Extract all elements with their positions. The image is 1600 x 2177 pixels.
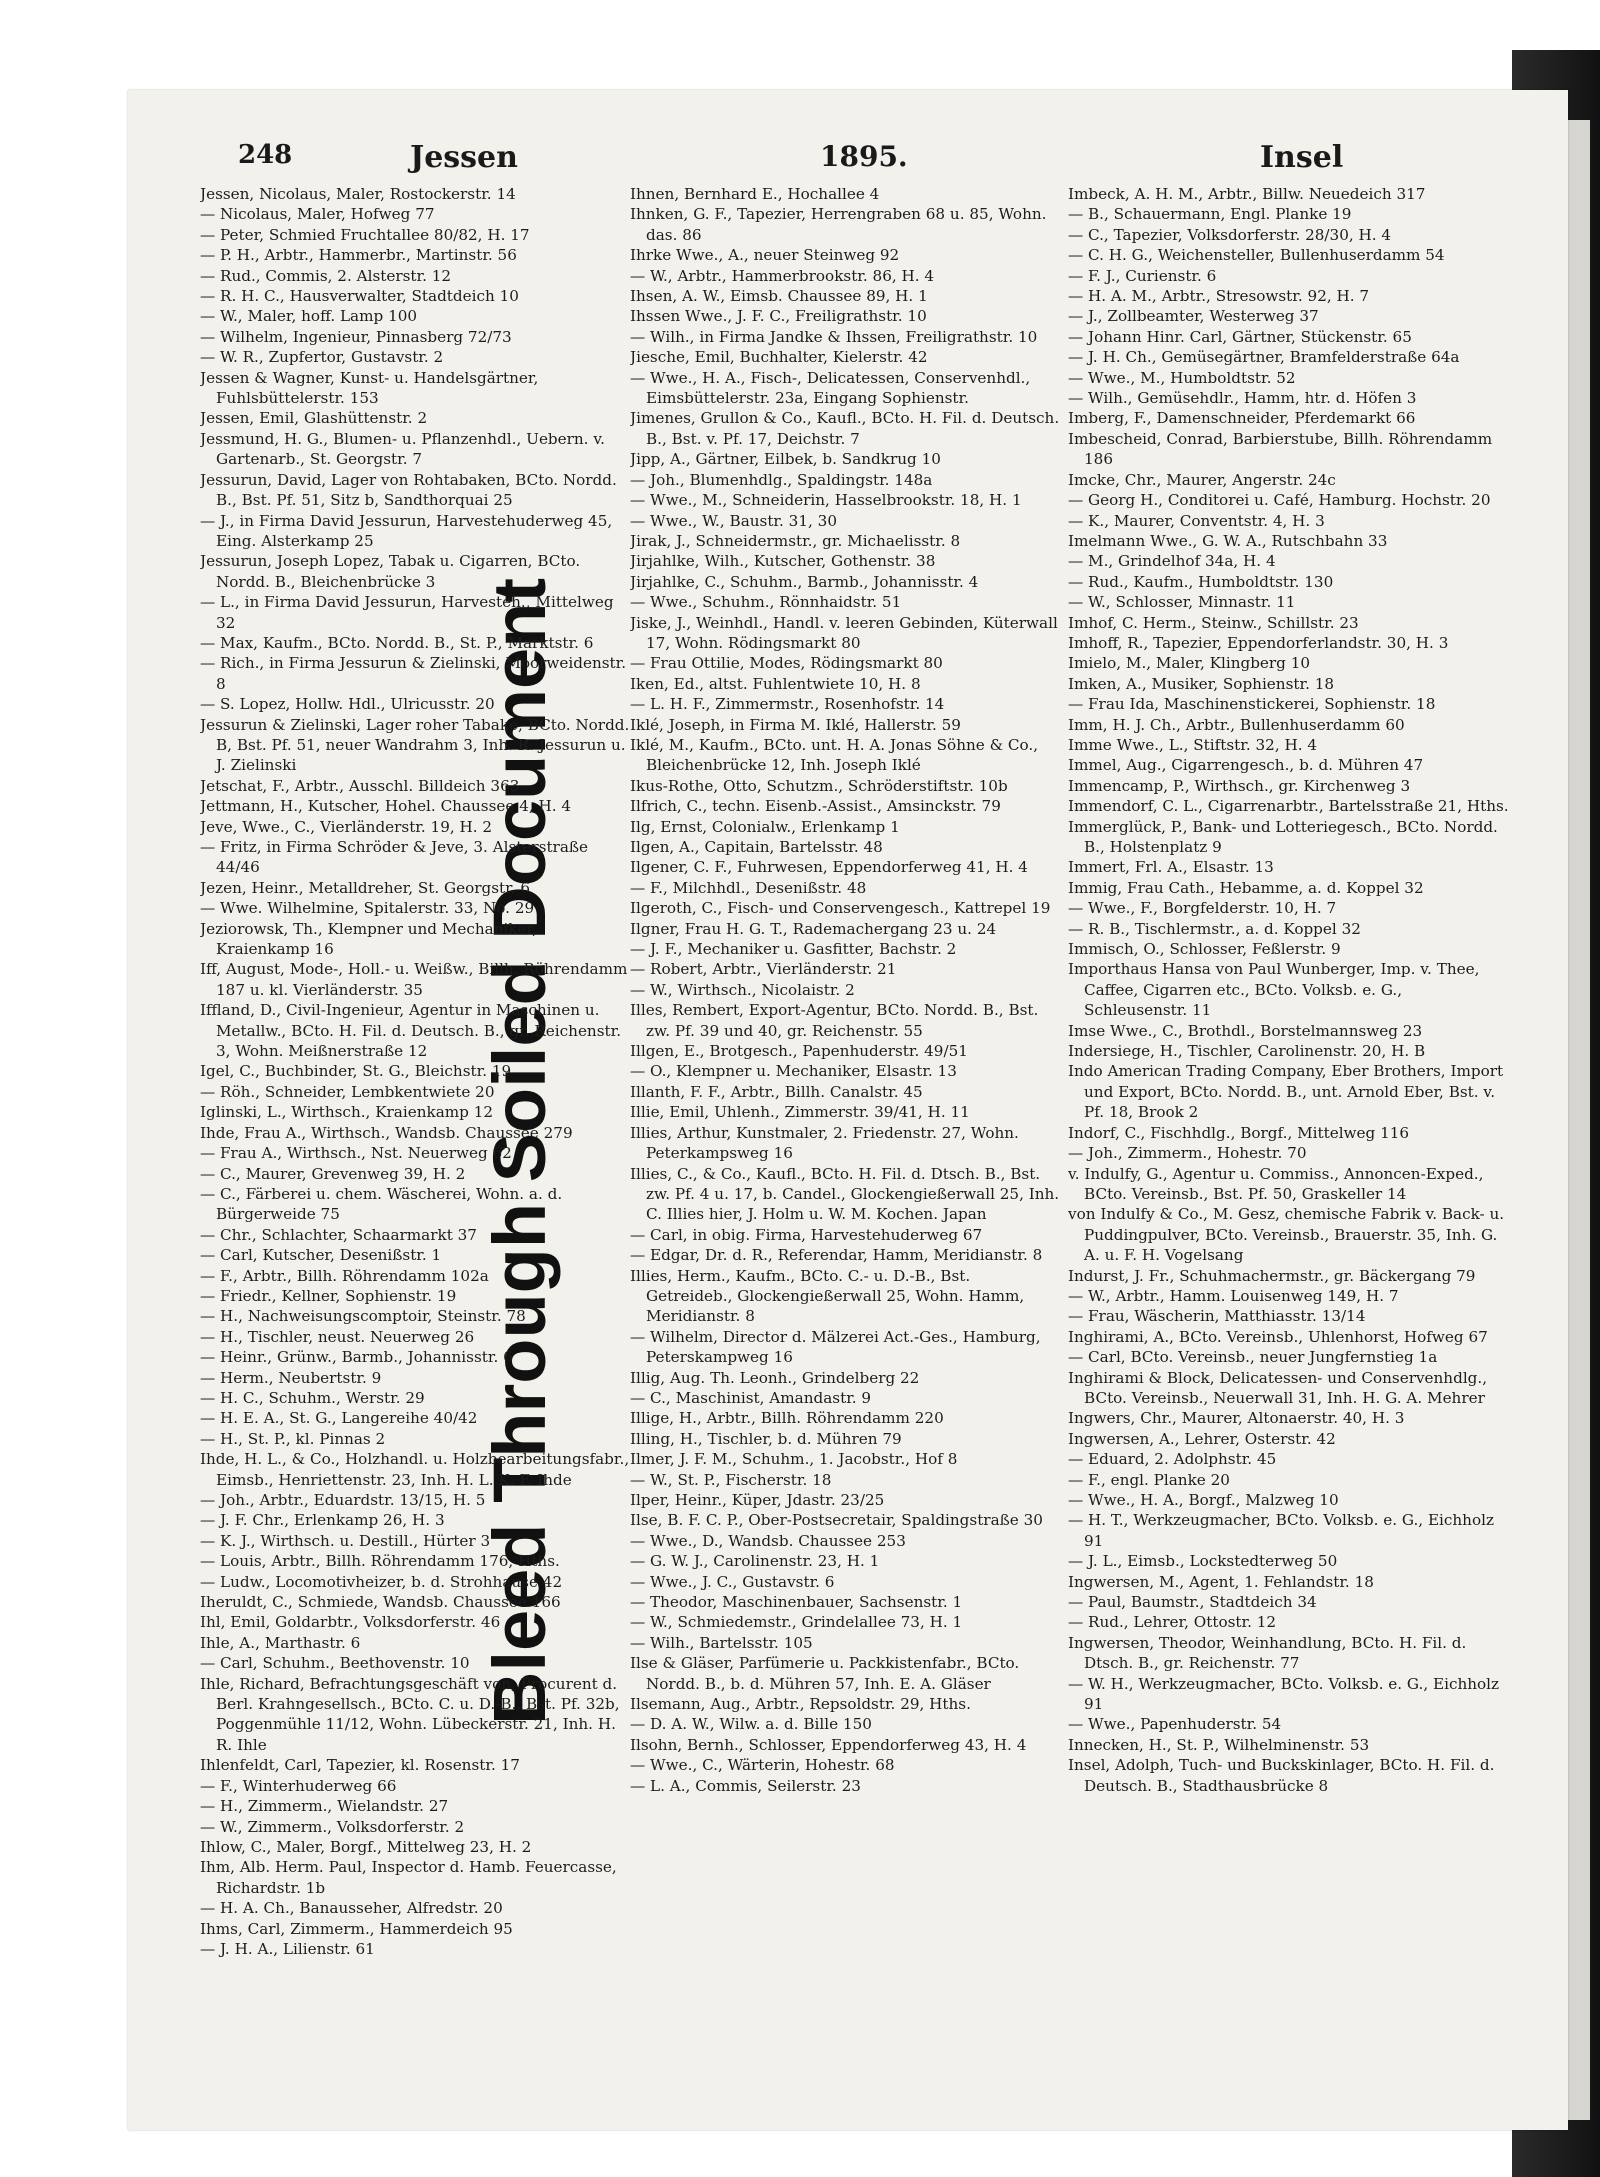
directory-entry: Insel, Adolph, Tuch- und Buckskinlager, BCto. H. Fil. d. Deutsch. B., Stadthausbrücke 8 (1068, 1756, 1495, 1795)
directory-entry: — R. B., Tischlermstr., a. d. Koppel 32 (1068, 919, 1361, 938)
directory-entry: von Indulfy & Co., M. Gesz, chemische Fabrik v. Back- u. Puddingpulver, BCto. Vereinsb., Brauerstr. 35, Inh. G. A. u. F. H. Vogelsang (1068, 1205, 1505, 1265)
directory-entry: Ingwersen, M., Agent, 1. Fehlandstr. 18 (1068, 1572, 1374, 1591)
directory-entry: Illes, Rembert, Export-Agentur, BCto. Nordd. B., Bst. zw. Pf. 39 und 40, gr. Reichenstr. 55 (630, 1001, 1039, 1040)
directory-entry: — Nicolaus, Maler, Hofweg 77 (200, 205, 435, 224)
directory-entry: Ikus-Rothe, Otto, Schutzm., Schröderstiftstr. 10b (630, 776, 1008, 795)
directory-entry: Imm, H. J. Ch., Arbtr., Bullenhuserdamm 60 (1068, 715, 1405, 734)
directory-entry: — Joh., Blumenhdlg., Spaldingstr. 148a (630, 470, 933, 489)
directory-entry: Jessurun, David, Lager von Rohtabaken, BCto. Nordd. B., Bst. Pf. 51, Sitz b, Sandthorquai 25 (200, 470, 617, 510)
directory-entry: Ilg, Ernst, Colonialw., Erlenkamp 1 (630, 817, 900, 836)
directory-entry: — W. H., Werkzeugmacher, BCto. Volksb. e. G., Eichholz 91 (1068, 1674, 1500, 1714)
directory-entry: — W. R., Zupfertor, Gustavstr. 2 (200, 348, 444, 367)
directory-entry: Iken, Ed., altst. Fuhlentwiete 10, H. 8 (630, 674, 921, 693)
directory-entry: — J. F. Chr., Erlenkamp 26, H. 3 (200, 1511, 445, 1530)
directory-entry: — W., Maler, hoff. Lamp 100 (200, 307, 418, 326)
directory-entry: — Louis, Arbtr., Billh. Röhrendamm 176, Hths. (200, 1552, 560, 1571)
directory-entry: — D. A. W., Wilw. a. d. Bille 150 (630, 1715, 872, 1734)
directory-entry: Ihnen, Bernhard E., Hochallee 4 (630, 185, 880, 203)
directory-entry: Ihde, Frau A., Wirthsch., Wandsb. Chaussee 279 (200, 1123, 573, 1142)
directory-entry: — Carl, BCto. Vereinsb., neuer Jungfernstieg 1a (1068, 1348, 1438, 1367)
directory-entry: Ihm, Alb. Herm. Paul, Inspector d. Hamb. Feuercasse, Richardstr. 1b (200, 1858, 617, 1897)
directory-entry: — J. F., Mechaniker u. Gasfitter, Bachstr. 2 (630, 940, 957, 959)
directory-entry: Indo American Trading Company, Eber Brothers, Import und Export, BCto. Nordd. B., unt. Arnold Eber, Bst. v. Pf. 18, Brook 2 (1068, 1062, 1504, 1122)
directory-entry: — Wwe., M., Humboldtstr. 52 (1068, 368, 1296, 387)
directory-entry: Immisch, O., Schlosser, Feßlerstr. 9 (1068, 940, 1341, 959)
directory-entry: Ihnken, G. F., Tapezier, Herrengraben 68 u. 85, Wohn. das. 86 (630, 205, 1047, 244)
directory-entry: — Johann Hinr. Carl, Gärtner, Stückenstr. 65 (1068, 327, 1412, 346)
directory-entry: Ilgener, C. F., Fuhrwesen, Eppendorferweg 41, H. 4 (630, 858, 1028, 877)
directory-entry: Jessurun, Joseph Lopez, Tabak u. Cigarren, BCto. Nordd. B., Bleichenbrücke 3 (200, 552, 581, 591)
directory-entry: Jessen, Emil, Glashüttenstr. 2 (200, 409, 428, 428)
directory-entry: Jeziorowsk, Th., Klempner und Mechaniker, Kraienkamp 16 (200, 919, 537, 959)
directory-entry: — Wwe. Wilhelmine, Spitalerstr. 33, No. 29 (200, 899, 535, 918)
directory-entry: — P. H., Arbtr., Hammerbr., Martinstr. 56 (200, 246, 517, 265)
directory-entry: Iff, August, Mode-, Holl.- u. Weißw., Billh. Röhrendamm 187 u. kl. Vierländerstr. 35 (200, 960, 628, 999)
directory-entry: — Wilhelm, Ingenieur, Pinnasberg 72/73 (200, 327, 512, 346)
directory-entry: — H., Tischler, neust. Neuerweg 26 (200, 1327, 475, 1346)
directory-entry: — Carl, in obig. Firma, Harvestehuderweg 67 (630, 1225, 983, 1244)
directory-entry: Ingwersen, A., Lehrer, Osterstr. 42 (1068, 1429, 1336, 1448)
directory-entry: Imken, A., Musiker, Sophienstr. 18 (1068, 674, 1335, 693)
directory-entry: Ilmer, J. F. M., Schuhm., 1. Jacobstr., Hof 8 (630, 1450, 958, 1469)
directory-entry: — Wwe., M., Schneiderin, Hasselbrookstr. 18, H. 1 (630, 491, 1022, 510)
directory-entry: Ihssen Wwe., J. F. C., Freiligrathstr. 10 (630, 307, 927, 326)
directory-entry: — Paul, Baumstr., Stadtdeich 34 (1068, 1593, 1317, 1612)
directory-entry: Jettmann, H., Kutscher, Hohel. Chaussee 4, H. 4 (200, 797, 572, 816)
column-1 (200, 184, 630, 2064)
directory-entry: — K. J., Wirthsch. u. Destill., Hürter 3 (200, 1531, 491, 1550)
directory-entry: — H. A. M., Arbtr., Stresowstr. 92, H. 7 (1068, 287, 1370, 306)
directory-entry: Iheruldt, C., Schmiede, Wandsb. Chaussee 166 (200, 1593, 561, 1612)
year-heading: 1895. (820, 140, 908, 173)
directory-entry: — Fritz, in Firma Schröder & Jeve, 3. Alsterstraße 44/46 (200, 838, 589, 877)
directory-entry: Illanth, F. F., Arbtr., Billh. Canalstr. 45 (630, 1082, 923, 1101)
directory-entry: — Rich., in Firma Jessurun & Zielinski, Moorweidenstr. 8 (200, 654, 627, 693)
directory-entry: — Wilh., Gemüsehdlr., Hamm, htr. d. Höfen 3 (1068, 389, 1417, 408)
directory-entry: — R. H. C., Hausverwalter, Stadtdeich 10 (200, 287, 519, 306)
directory-entry: Imberg, F., Damenschneider, Pferdemarkt 66 (1068, 409, 1416, 428)
directory-entry: — Friedr., Kellner, Sophienstr. 19 (200, 1286, 457, 1305)
directory-entry: — L., in Firma David Jessurun, Harvesteh., Mittelweg 32 (200, 593, 614, 632)
directory-entry: Ilsohn, Bernh., Schlosser, Eppendorferweg 43, H. 4 (630, 1735, 1027, 1754)
directory-entry: Jirjahlke, C., Schuhm., Barmb., Johannisstr. 4 (630, 572, 979, 591)
directory-entry: — Joh., Zimmerm., Hohestr. 70 (1068, 1144, 1307, 1163)
directory-entry: — L. H. F., Zimmermstr., Rosenhofstr. 14 (630, 695, 945, 714)
directory-entry: — Frau A., Wirthsch., Nst. Neuerweg 62 (200, 1144, 512, 1163)
directory-entry: Immendorf, C. L., Cigarrenarbtr., Bartelsstraße 21, Hths. (1068, 797, 1509, 816)
directory-entry: Iffland, D., Civil-Ingenieur, Agentur in Maschinen u. Metallw., BCto. H. Fil. d. Deutsch. B., gr. Reichenstr. 3, Wohn. Meißnerstraße 12 (200, 1001, 622, 1061)
directory-entry: Jessen & Wagner, Kunst- u. Handelsgärtner, Fuhlsbüttelerstr. 153 (200, 368, 539, 408)
directory-entry: — Wwe., Schuhm., Rönnhaidstr. 51 (630, 593, 902, 612)
directory-entry: — F., Arbtr., Billh. Röhrendamm 102a (200, 1266, 489, 1285)
directory-entry: Ihlow, C., Maler, Borgf., Mittelweg 23, H. 2 (200, 1837, 532, 1856)
directory-entry: Ihsen, A. W., Eimsb. Chaussee 89, H. 1 (630, 287, 928, 306)
directory-entry: Ihrke Wwe., A., neuer Steinweg 92 (630, 246, 900, 265)
directory-entry: Ilper, Heinr., Küper, Jdastr. 23/25 (630, 1491, 885, 1509)
directory-entry: — Wwe., F., Borgfelderstr. 10, H. 7 (1068, 899, 1337, 918)
directory-entry: — Wwe., D., Wandsb. Chaussee 253 (630, 1531, 906, 1550)
directory-entry: — Max, Kaufm., BCto. Nordd. B., St. P., Marktstr. 6 (200, 633, 594, 652)
directory-entry: — J., Zollbeamter, Westerweg 37 (1068, 307, 1319, 326)
directory-entry: — Frau, Wäscherin, Matthiasstr. 13/14 (1068, 1307, 1366, 1326)
directory-entry: — Wilhelm, Director d. Mälzerei Act.-Ges., Hamburg, Peterskampweg 16 (630, 1327, 1041, 1367)
directory-entry: — S. Lopez, Hollw. Hdl., Ulricusstr. 20 (200, 695, 495, 714)
directory-entry: — W., Wirthsch., Nicolaistr. 2 (630, 980, 855, 999)
directory-entry: — Rud., Lehrer, Ottostr. 12 (1068, 1613, 1277, 1632)
directory-entry: — Rud., Commis, 2. Alsterstr. 12 (200, 266, 452, 285)
directory-entry: Imse Wwe., C., Brothdl., Borstelmannsweg 23 (1068, 1021, 1423, 1040)
column-3 (1068, 184, 1510, 2064)
directory-entry: Ingwersen, Theodor, Weinhandlung, BCto. H. Fil. d. Dtsch. B., gr. Reichenstr. 77 (1068, 1633, 1467, 1673)
directory-entry: Indorf, C., Fischhdlg., Borgf., Mittelweg 116 (1068, 1123, 1410, 1142)
directory-entry: Jiske, J., Weinhdl., Handl. v. leeren Gebinden, Küterwall 17, Wohn. Rödingsmarkt 80 (630, 613, 1058, 652)
directory-entry: Jirak, J., Schneidermstr., gr. Michaelisstr. 8 (630, 531, 961, 550)
directory-entry: — Carl, Kutscher, Desenißstr. 1 (200, 1246, 442, 1265)
directory-entry: Ilse, B. F. C. P., Ober-Postsecretair, Spaldingstraße 30 (630, 1511, 1043, 1530)
directory-entry: Jezen, Heinr., Metalldreher, St. Georgstr. 6 (200, 878, 531, 897)
directory-entry: Igel, C., Buchbinder, St. G., Bleichstr. 19 (200, 1062, 512, 1081)
soiled-document-stamp: Bleed Through Soiled Document (478, 577, 561, 1725)
directory-entry: Ilgeroth, C., Fisch- und Conservengesch., Kattrepel 19 (630, 899, 1051, 918)
directory-entry: — W., Arbtr., Hamm. Louisenweg 149, H. 7 (1068, 1286, 1399, 1305)
directory-entry: Imhof, C. Herm., Steinw., Schillstr. 23 (1068, 613, 1359, 632)
directory-entry: — Herm., Neubertstr. 9 (200, 1368, 382, 1387)
directory-entry: Ihde, H. L., & Co., Holzhandl. u. Holzbearbeitungsfabr., Eimsb., Henriettenstr. 23, Inh. H. L. K. F. Ihde (200, 1450, 630, 1489)
directory-entry: — J., in Firma David Jessurun, Harvestehuderweg 45, Eing. Alsterkamp 25 (200, 511, 613, 550)
directory-entry: Jiesche, Emil, Buchhalter, Kielerstr. 42 (630, 348, 928, 367)
directory-entry: Ihms, Carl, Zimmerm., Hammerdeich 95 (200, 1919, 513, 1938)
directory-entry: Iglinski, L., Wirthsch., Kraienkamp 12 (200, 1103, 494, 1122)
directory-entry: — Frau Ida, Maschinenstickerei, Sophienstr. 18 (1068, 695, 1436, 714)
directory-entry: — C., Maschinist, Amandastr. 9 (630, 1388, 872, 1407)
directory-entry: — H. A. Ch., Banausseher, Alfredstr. 20 (200, 1899, 503, 1918)
directory-entry: — Wwe., C., Wärterin, Hohestr. 68 (630, 1756, 895, 1775)
directory-entry: — Carl, Schuhm., Beethovenstr. 10 (200, 1654, 470, 1673)
running-head-right: Insel (1260, 140, 1344, 175)
directory-entry: — Wwe., W., Baustr. 31, 30 (630, 511, 837, 530)
directory-entry: Iklé, M., Kaufm., BCto. unt. H. A. Jonas Söhne & Co., Bleichenbrücke 12, Inh. Joseph Iklé (630, 735, 1039, 775)
directory-entry: — W., Zimmerm., Volksdorferstr. 2 (200, 1817, 465, 1836)
directory-entry: Ihlenfeldt, Carl, Tapezier, kl. Rosenstr. 17 (200, 1756, 520, 1775)
directory-entry: — Frau Ottilie, Modes, Rödingsmarkt 80 (630, 654, 943, 673)
directory-entry: — F., Winterhuderweg 66 (200, 1776, 397, 1795)
directory-entry: — H., St. P., kl. Pinnas 2 (200, 1429, 386, 1448)
directory-entry: Imbeck, A. H. M., Arbtr., Billw. Neuedeich 317 (1068, 185, 1426, 203)
directory-entry: Jimenes, Grullon & Co., Kaufl., BCto. H. Fil. d. Deutsch. B., Bst. v. Pf. 17, Deichstr. 7 (630, 409, 1060, 448)
directory-entry: — Röh., Schneider, Lembkentwiete 20 (200, 1082, 495, 1101)
directory-entry: Illies, Herm., Kaufm., BCto. C.- u. D.-B., Bst. Getreideb., Glockengießerwall 25, Wohn. Hamm, Meridianstr. 8 (630, 1266, 1025, 1326)
directory-entry: — F., engl. Planke 20 (1068, 1470, 1230, 1489)
directory-entry: Immencamp, P., Wirthsch., gr. Kirchenweg 3 (1068, 776, 1411, 795)
directory-entry: Illige, H., Arbtr., Billh. Röhrendamm 220 (630, 1409, 944, 1428)
directory-entry: Iklé, Joseph, in Firma M. Iklé, Hallerstr. 59 (630, 715, 961, 734)
directory-entry: Jirjahlke, Wilh., Kutscher, Gothenstr. 38 (630, 552, 936, 571)
directory-entry: — K., Maurer, Conventstr. 4, H. 3 (1068, 511, 1325, 530)
directory-entry: Immert, Frl. A., Elsastr. 13 (1068, 858, 1274, 877)
directory-entry: — J. H. A., Lilienstr. 61 (200, 1939, 375, 1958)
directory-entry: — Chr., Schlachter, Schaarmarkt 37 (200, 1225, 477, 1244)
directory-entry: Imelmann Wwe., G. W. A., Rutschbahn 33 (1068, 531, 1388, 550)
directory-entry: — W., Arbtr., Hammerbrookstr. 86, H. 4 (630, 266, 935, 285)
directory-entry: Indurst, J. Fr., Schuhmachermstr., gr. Bäckergang 79 (1068, 1266, 1476, 1285)
directory-entry: Immerglück, P., Bank- und Lotteriegesch., BCto. Nordd. B., Holstenplatz 9 (1068, 817, 1498, 856)
directory-entry: Innecken, H., St. P., Wilhelminenstr. 53 (1068, 1735, 1370, 1754)
directory-entry: — J. H. Ch., Gemüsegärtner, Bramfelderstraße 64a (1068, 348, 1460, 367)
directory-entry: Jessen, Nicolaus, Maler, Rostockerstr. 14 (200, 185, 516, 203)
directory-entry: Ihle, A., Marthastr. 6 (200, 1633, 361, 1652)
directory-entry: — H. E. A., St. G., Langereihe 40/42 (200, 1409, 478, 1428)
directory-entry: — M., Grindelhof 34a, H. 4 (1068, 552, 1276, 571)
directory-entry: — H. C., Schuhm., Werstr. 29 (200, 1388, 425, 1407)
directory-entry: Ilgner, Frau H. G. T., Rademachergang 23 u. 24 (630, 919, 997, 938)
directory-entry: — Georg H., Conditorei u. Café, Hamburg. Hochstr. 20 (1068, 491, 1491, 510)
directory-entry: — Wwe., H. A., Fisch-, Delicatessen, Conservenhdl., Eimsbüttelerstr. 23a, Eingang Sophienstr. (630, 368, 1031, 408)
directory-entry: — Wwe., Papenhuderstr. 54 (1068, 1715, 1282, 1734)
directory-entry: Jetschat, F., Arbtr., Ausschl. Billdeich 363 (200, 776, 520, 795)
directory-entry: Illgen, E., Brotgesch., Papenhuderstr. 49/51 (630, 1042, 968, 1061)
directory-entry: v. Indulfy, G., Agentur u. Commiss., Annoncen-Exped., BCto. Vereinsb., Bst. Pf. 50, Graskeller 14 (1068, 1164, 1484, 1203)
directory-entry: — W., Schlosser, Minnastr. 11 (1068, 593, 1296, 612)
directory-entry: Immig, Frau Cath., Hebamme, a. d. Koppel 32 (1068, 878, 1424, 897)
page-number: 248 (238, 140, 293, 170)
directory-entry: — Theodor, Maschinenbauer, Sachsenstr. 1 (630, 1593, 963, 1612)
directory-entry: Imielo, M., Maler, Klingberg 10 (1068, 654, 1311, 673)
directory-entry: — O., Klempner u. Mechaniker, Elsastr. 13 (630, 1062, 957, 1081)
directory-entry: Jessurun & Zielinski, Lager roher Tabake, BCto. Nordd. B, Bst. Pf. 51, neuer Wandrahm 3, Inh. R. Jessurun u. J. Zielinski (200, 715, 630, 775)
directory-entry: — Wilh., Bartelsstr. 105 (630, 1633, 813, 1652)
directory-entry: — Robert, Arbtr., Vierländerstr. 21 (630, 960, 897, 979)
directory-entry: Imcke, Chr., Maurer, Angerstr. 24c (1068, 470, 1336, 489)
directory-entry: — Rud., Kaufm., Humboldtstr. 130 (1068, 572, 1334, 591)
directory-entry: — Wwe., J. C., Gustavstr. 6 (630, 1572, 835, 1591)
directory-entry: — Heinr., Grünw., Barmb., Johannisstr. 6 (200, 1348, 513, 1367)
directory-entry: — J. L., Eimsb., Lockstedterweg 50 (1068, 1552, 1338, 1571)
column-2 (630, 184, 1060, 2064)
scan-edge-strip (1565, 120, 1590, 2120)
directory-entry: Ingwers, Chr., Maurer, Altonaerstr. 40, H. 3 (1068, 1409, 1405, 1428)
directory-entry: — Wwe., H. A., Borgf., Malzweg 10 (1068, 1491, 1339, 1509)
directory-entry: Ilsemann, Aug., Arbtr., Repsoldstr. 29, Hths. (630, 1695, 971, 1714)
directory-entry: Illing, H., Tischler, b. d. Mühren 79 (630, 1429, 902, 1448)
directory-entry: Imme Wwe., L., Stiftstr. 32, H. 4 (1068, 735, 1318, 754)
directory-entry: Jipp, A., Gärtner, Eilbek, b. Sandkrug 10 (630, 450, 941, 469)
directory-entry: Inghirami, A., BCto. Vereinsb., Uhlenhorst, Hofweg 67 (1068, 1327, 1488, 1346)
directory-entry: — Peter, Schmied Fruchtallee 80/82, H. 17 (200, 225, 530, 244)
directory-entry: Illies, C., & Co., Kaufl., BCto. H. Fil. d. Dtsch. B., Bst. zw. Pf. 4 u. 17, b. Candel., Glockengießerwall 25, Inh. C. Illies hier, J. Holm u. W. M. Kochen. Japan (630, 1164, 1060, 1224)
directory-entry: Ilfrich, C., techn. Eisenb.-Assist., Amsinckstr. 79 (630, 797, 1001, 816)
directory-entry: — C. H. G., Weichensteller, Bullenhuserdamm 54 (1068, 246, 1445, 265)
directory-entry: Illie, Emil, Uhlenh., Zimmerstr. 39/41, H. 11 (630, 1103, 970, 1122)
directory-entry: Indersiege, H., Tischler, Carolinenstr. 20, H. B (1068, 1042, 1426, 1061)
directory-entry: Imhoff, R., Tapezier, Eppendorferlandstr. 30, H. 3 (1068, 633, 1449, 652)
directory-entry: Immel, Aug., Cigarrengesch., b. d. Mühren 47 (1068, 756, 1424, 775)
directory-entry: — G. W. J., Carolinenstr. 23, H. 1 (630, 1552, 880, 1571)
directory-entry: Inghirami & Block, Delicatessen- und Conservenhdlg., BCto. Vereinsb., Neuerwall 31, Inh. H. G. A. Mehrer (1068, 1368, 1488, 1407)
directory-entry: — Wilh., in Firma Jandke & Ihssen, Freiligrathstr. 10 (630, 327, 1038, 346)
directory-entry: — H. T., Werkzeugmacher, BCto. Volksb. e. G., Eichholz 91 (1068, 1511, 1494, 1550)
directory-entry: — Eduard, 2. Adolphstr. 45 (1068, 1450, 1277, 1469)
directory-entry: Ilse & Gläser, Parfümerie u. Packkistenfabr., BCto. Nordd. B., b. d. Mühren 57, Inh. E. A. Gläser (630, 1654, 1020, 1693)
directory-entry: — F., Milchhdl., Desenißstr. 48 (630, 878, 867, 897)
directory-entry: Imbescheid, Conrad, Barbierstube, Billh. Röhrendamm 186 (1068, 429, 1493, 469)
directory-entry: — Edgar, Dr. d. R., Referendar, Hamm, Meridianstr. 8 (630, 1246, 1043, 1265)
directory-entry: Ihl, Emil, Goldarbtr., Volksdorferstr. 46 (200, 1613, 501, 1632)
directory-entry: — Ludw., Locomotivheizer, b. d. Strohhause 42 (200, 1572, 563, 1591)
directory-entry: — Joh., Arbtr., Eduardstr. 13/15, H. 5 (200, 1491, 486, 1509)
directory-entry: — H., Nachweisungscomptoir, Steinstr. 78 (200, 1307, 526, 1326)
directory-entry: Illig, Aug. Th. Leonh., Grindelberg 22 (630, 1368, 920, 1387)
directory-entry: Jeve, Wwe., C., Vierländerstr. 19, H. 2 (200, 817, 493, 836)
directory-entry: — W., St. P., Fischerstr. 18 (630, 1470, 832, 1489)
directory-entry: — B., Schauermann, Engl. Planke 19 (1068, 205, 1352, 224)
directory-entry: — L. A., Commis, Seilerstr. 23 (630, 1776, 861, 1795)
directory-entry: — C., Tapezier, Volksdorferstr. 28/30, H. 4 (1068, 225, 1392, 244)
directory-entry: — C., Färberei u. chem. Wäscherei, Wohn. a. d. Bürgerweide 75 (200, 1184, 563, 1224)
directory-entry: Importhaus Hansa von Paul Wunberger, Imp. v. Thee, Caffee, Cigarren etc., BCto. Volksb. e. G., Schleusenstr. 11 (1068, 960, 1480, 1020)
directory-entry: Ilgen, A., Capitain, Bartelsstr. 48 (630, 838, 883, 856)
directory-entry: — C., Maurer, Grevenweg 39, H. 2 (200, 1164, 466, 1183)
directory-entry: — H., Zimmerm., Wielandstr. 27 (200, 1797, 449, 1816)
directory-entry: Jessmund, H. G., Blumen- u. Pflanzenhdl., Uebern. v. Gartenarb., St. Georgstr. 7 (200, 429, 605, 469)
directory-entry: — W., Schmiedemstr., Grindelallee 73, H. 1 (630, 1613, 963, 1632)
directory-entry: Illies, Arthur, Kunstmaler, 2. Friedenstr. 27, Wohn. Peterkampsweg 16 (630, 1123, 1019, 1163)
directory-entry: — F. J., Curienstr. 6 (1068, 266, 1217, 285)
running-head-left: Jessen (410, 140, 518, 175)
directory-entry: Ihle, Richard, Befrachtungsgeschäft von, Procurent d. Berl. Krahngesellsch., BCto. C. u. D.-B., Bst. Pf. 32b, Poggenmühle 11/12, Wohn. Lübeckerstr. 21, Inh. H. R. Ihle (200, 1674, 620, 1754)
